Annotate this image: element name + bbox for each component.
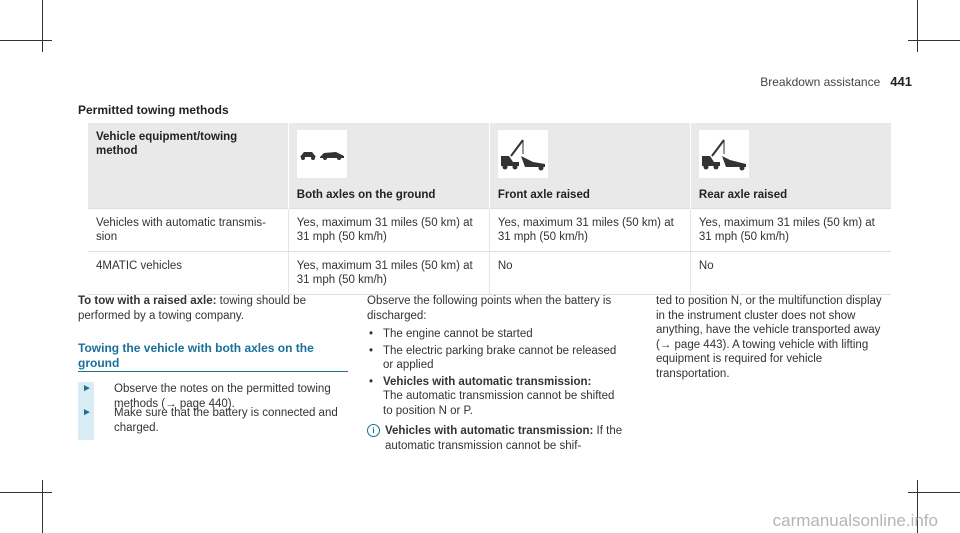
crop-mark (0, 40, 52, 41)
header-front-axle (489, 123, 690, 209)
cell-rear: Yes, maximum 31 miles (50 km) at 31 mph (50 km/h) (690, 209, 891, 252)
step-text: Observe the notes on the permitted towing methods (→ page 440). (114, 383, 331, 410)
table-row (88, 252, 891, 295)
crop-mark (917, 0, 918, 52)
towing-methods-table (88, 123, 891, 295)
table-row (88, 209, 891, 252)
cell-front: Yes, maximum 31 miles (50 km) at 31 mph (50 km/h) (489, 209, 690, 252)
tow-raised-axle-note (78, 294, 350, 323)
lead-bold: To tow with a raised axle: (78, 295, 217, 307)
header-method: Vehicle equipment/towing method (88, 123, 288, 209)
step-battery (78, 406, 348, 440)
watermark: carmanualsonline.info (772, 511, 938, 530)
crop-mark (42, 0, 43, 52)
cell-both: Yes, maximum 31 miles (50 km) at 31 mph (50 km/h) (288, 252, 489, 295)
list-item-text: The automatic transmission cannot be shifted to position N or P. (383, 390, 615, 417)
table-header-row (88, 123, 891, 209)
header-rear-label: Rear axle raised (698, 189, 788, 201)
car-both-axles-icon (297, 130, 347, 178)
towing-heading: Towing the vehicle with both axles on the ground (78, 341, 314, 370)
step-arrow-icon: ► (82, 383, 92, 394)
cell-rear: No (690, 252, 891, 295)
info-bold: Vehicles with automatic transmission: (385, 425, 594, 437)
page-number: 441 (890, 74, 912, 89)
cell-front: No (489, 252, 690, 295)
list-item: • The electric parking brake cannot be released or applied (367, 344, 627, 373)
battery-discharged-block (367, 294, 627, 453)
lead-text: towing should be performed by a towing company. (78, 295, 306, 322)
crop-mark (0, 492, 52, 493)
info-note (367, 424, 627, 453)
battery-intro: Observe the following points when the battery is discharged: (367, 295, 612, 322)
cell-both: Yes, maximum 31 miles (50 km) at 31 mph (50 km/h) (288, 209, 489, 252)
transport-note: ted to position N, or the multifunction display in the instrument cluster does not show anything, have the vehicle transported away (→ page 443). A towing vehicle with lifting equipment is required for vehicle transportation. (656, 295, 882, 380)
tow-truck-front-icon (498, 130, 548, 178)
header-both-label: Both axles on the ground (296, 189, 436, 201)
info-icon: i (367, 424, 380, 437)
step-arrow-icon: ► (82, 407, 92, 418)
list-item: • The engine cannot be started (367, 327, 627, 342)
header-both-axles (288, 123, 489, 209)
tow-truck-rear-icon (699, 130, 749, 178)
step-text: Make sure that the battery is connected and charged. (114, 407, 338, 434)
header-rear-axle (690, 123, 891, 209)
cell-equipment: Vehicles with automatic transmis-sion (88, 209, 288, 252)
header-front-label: Front axle raised (497, 189, 590, 201)
list-item (367, 375, 627, 419)
crop-mark (908, 492, 960, 493)
cell-equipment: 4MATIC vehicles (88, 252, 288, 295)
crop-mark (908, 40, 960, 41)
page-header (760, 74, 912, 89)
list-item-bold: Vehicles with automatic transmission: (383, 375, 592, 388)
crop-mark (42, 480, 43, 533)
section-title: Permitted towing methods (78, 103, 229, 117)
heading-rule (78, 371, 348, 372)
info-text: If the automatic transmission cannot be shif- (385, 425, 623, 452)
battery-list (367, 327, 627, 418)
section-name: Breakdown assistance (760, 75, 881, 89)
